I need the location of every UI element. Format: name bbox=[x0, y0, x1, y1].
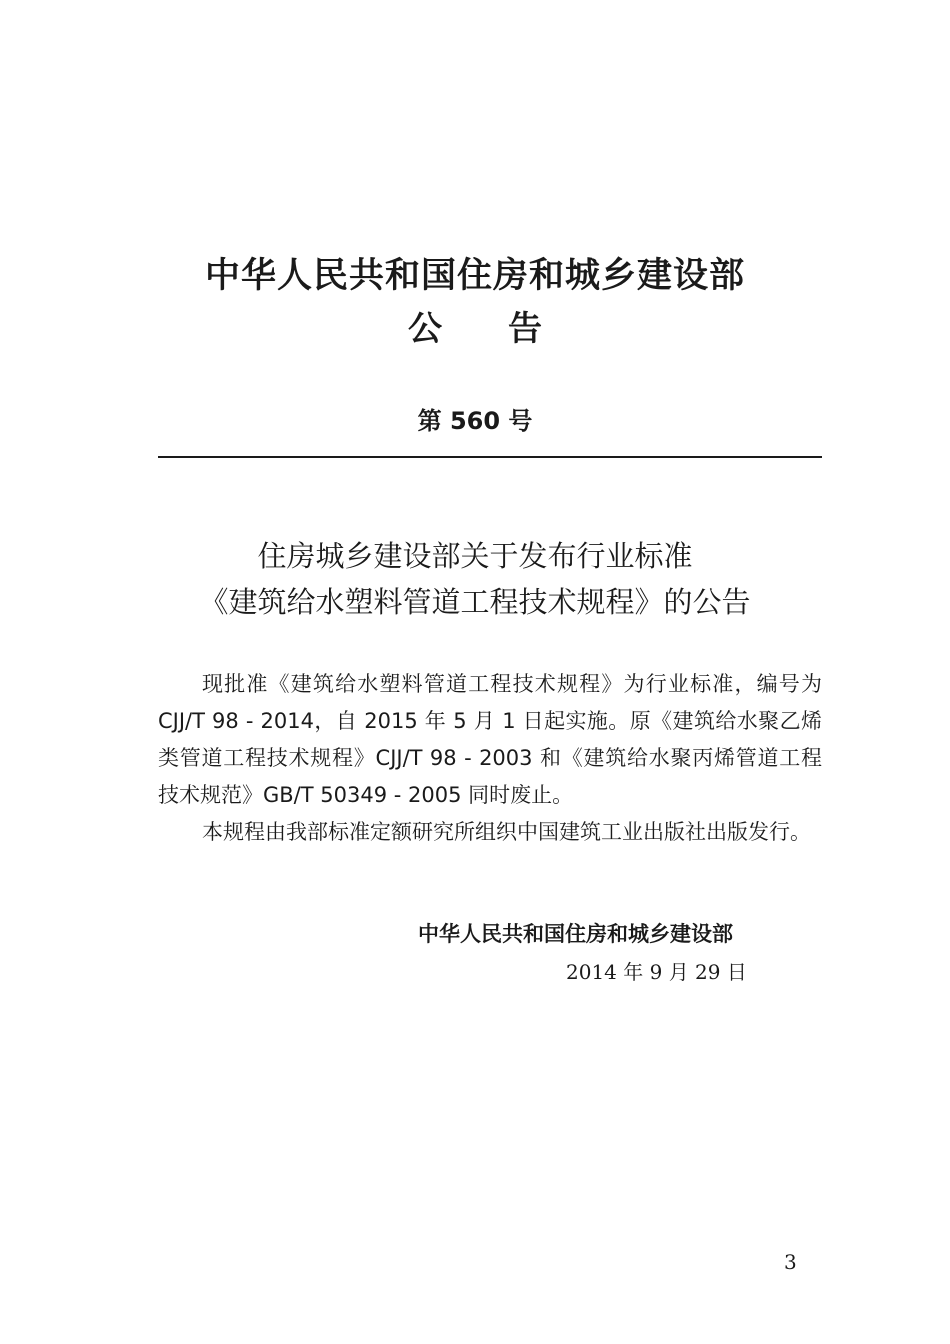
headline-line-2: 《建筑给水塑料管道工程技术规程》的公告 bbox=[199, 585, 751, 619]
body-paragraph-2: 本规程由我部标准定额研究所组织中国建筑工业出版社出版发行。 bbox=[202, 820, 811, 844]
notice-title: 公告 bbox=[408, 309, 608, 349]
signature-date: 2014 年 9 月 29 日 bbox=[566, 960, 747, 984]
notice-number: 第 560 号 bbox=[417, 407, 533, 435]
page-number: 3 bbox=[784, 1250, 797, 1274]
ministry-title: 中华人民共和国住房和城乡建设部 bbox=[204, 256, 745, 296]
notice-body bbox=[158, 666, 822, 851]
signature-issuer: 中华人民共和国住房和城乡建设部 bbox=[418, 922, 733, 946]
headline-line-1: 住房城乡建设部关于发布行业标准 bbox=[257, 539, 693, 573]
body-paragraph-1: 现批准《建筑给水塑料管道工程技术规程》为行业标准，编号为 CJJ/T 98 - 2014，自 2015 年 5 月 1 日起实施。原《建筑给水聚乙烯类管道工程技术规程》CJJ/T 98 - 2003 和《建筑给水聚丙烯管道工程技术规范》GB/T 50349 - 2005 同时废止。 bbox=[158, 672, 822, 807]
header-divider bbox=[158, 456, 822, 458]
